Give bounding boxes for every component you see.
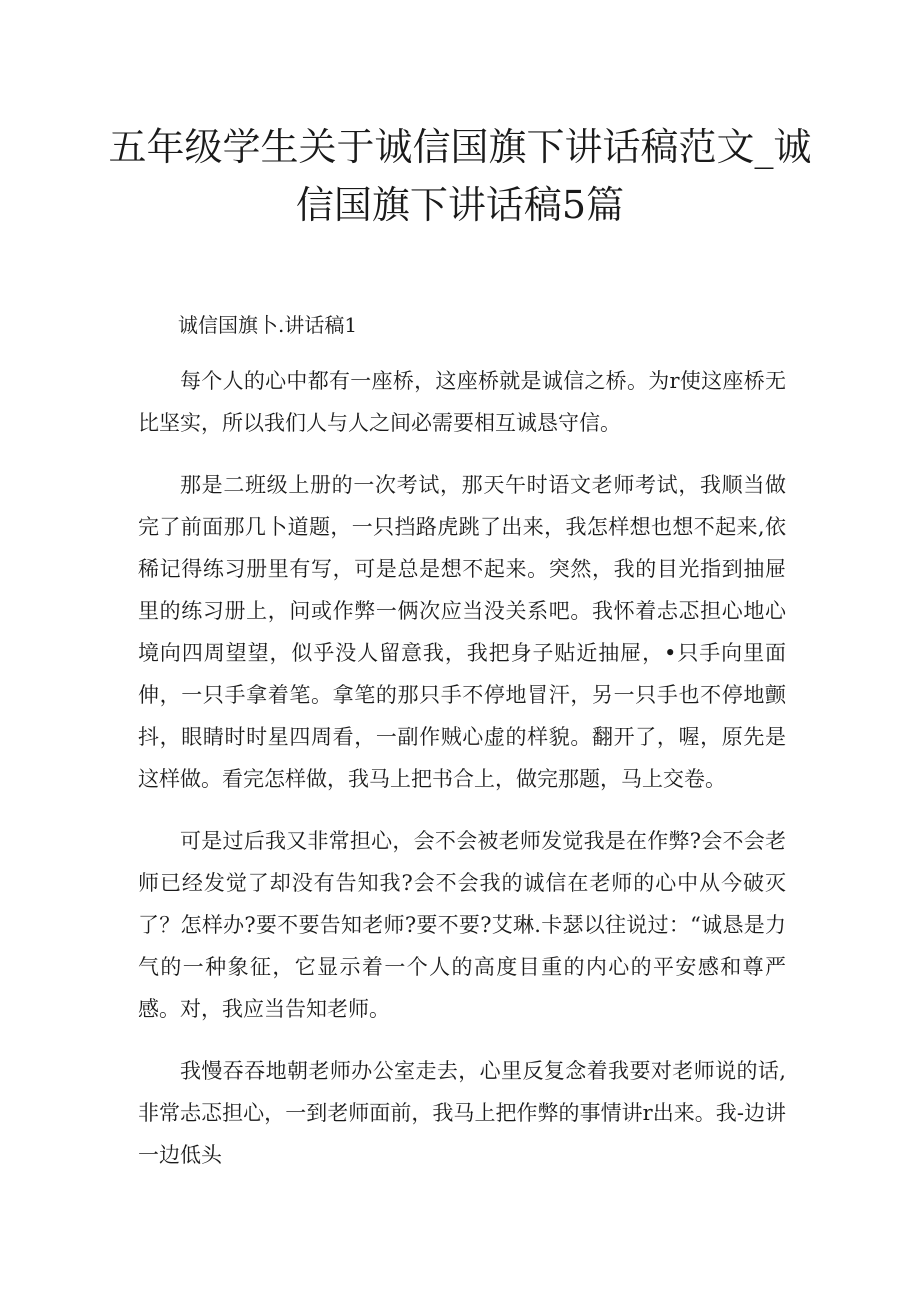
paragraph-3: 可是过后我又非常担心，会不会被老师发觉我是在作弊?会不会老师已经发觉了却没有告知我?会不会我的诚信在老师的心中从今破灭了？怎样办?要不要告知老师?要不要?艾琳.卡瑟以往说过：“诚恳是力气的一种象征，它显示着一个人的高度目重的内心的平安感和尊严感。对，我应当告知老师。 xyxy=(138,829,786,1021)
paragraph-1: 每个人的心中都有一座桥，这座桥就是诚信之桥。为r使这座桥无比坚实，所以我们人与人之间必需要相互诚恳守信。 xyxy=(138,369,786,435)
document-body xyxy=(138,310,786,1196)
section-subheading: 诚信国旗卜.讲话稿1 xyxy=(178,313,358,337)
paragraph-4: 我慢吞吞地朝老师办公室走去，心里反复念着我要对老师说的话,非常忐忑担心，一到老师面前，我马上把作弊的事情讲r出来。我-边讲一边低头 xyxy=(138,1059,786,1167)
document-title: 五年级学生关于诚信国旗下讲话稿范文_诚信国旗下讲话稿5篇 xyxy=(108,125,812,227)
paragraph-2: 那是二班级上册的一次考试，那天午时语文老师考试，我顺当做完了前面那几卜道题，一只挡路虎跳了出来，我怎样想也想不起来,依稀记得练习册里有写，可是总是想不起来。突然，我的目光指到抽屉里的练习册上，问或作弊一俩次应当没关系吧。我怀着忐忑担心地心境向四周望望，似乎没人留意我，我把身子贴近抽屉，•只手向里面伸，一只手拿着笔。拿笔的那只手不停地冒汗，另一只手也不停地颤抖，眼睛时时星四周看，一副作贼心虚的样貌。翻开了，喔，原先是这样做。看完怎样做，我马上把书合上，做完那题，马上交卷。 xyxy=(138,473,786,791)
